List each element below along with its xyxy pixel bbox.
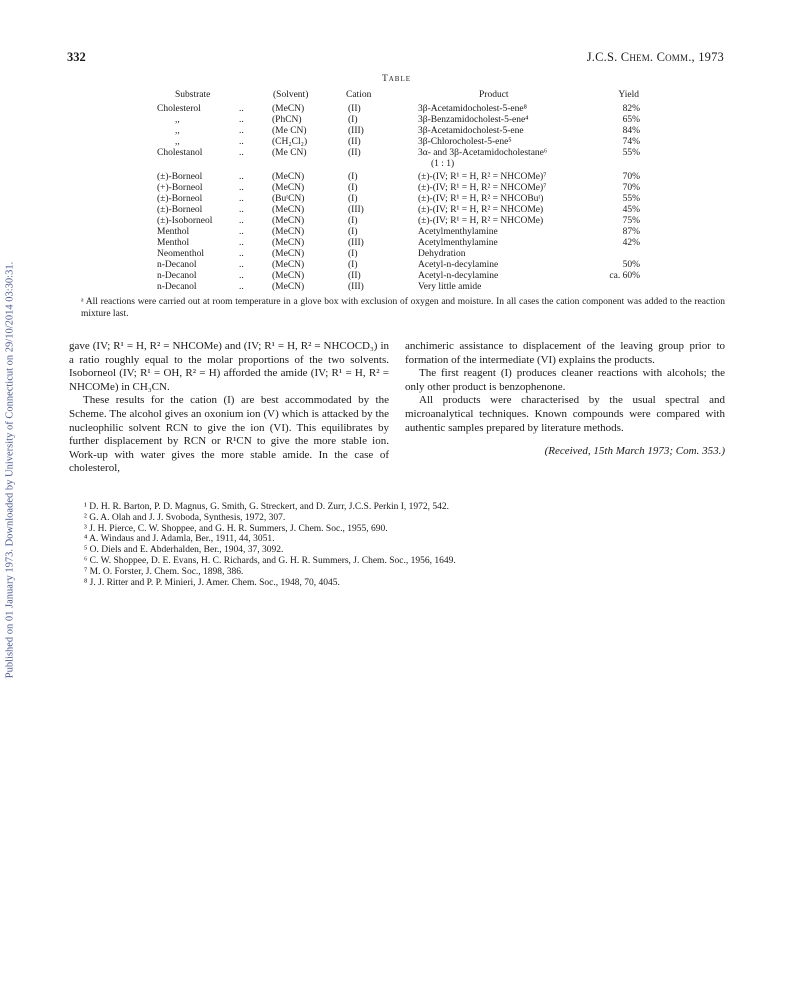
column-header-solvent: (Solvent) <box>273 90 309 100</box>
cation-cell: (III) <box>348 126 364 136</box>
table-row <box>0 194 793 205</box>
substrate-cell: Cholesterol <box>157 104 201 114</box>
solvent-cell: (MeCN) <box>272 282 305 292</box>
yield-cell: 50% <box>622 260 640 270</box>
substrate-cell: (+)-Borneol <box>157 183 203 193</box>
leader-dots: .. <box>239 260 244 270</box>
reference-item: ⁸ J. J. Ritter and P. P. Minieri, J. Amer. Chem. Soc., 1948, 70, 4045. <box>84 577 340 588</box>
cation-cell: (I) <box>348 227 358 237</box>
reference-item: ⁷ M. O. Forster, J. Chem. Soc., 1898, 386. <box>84 566 244 577</box>
column-header-substrate: Substrate <box>175 90 211 100</box>
substrate-cell: n-Decanol <box>157 260 197 270</box>
body-paragraph: These results for the cation (I) are best accommodated by the Scheme. The alcohol gives an oxonium ion (V) which is attacked by the nucleophilic solvent RCN to give the ion (VI). This equilibrates by further displacement by RCN or R¹CN to give the more stable ion. Work-up with water gives the more stable amide. In the case of cholesterol, <box>69 394 389 475</box>
reference-item: ⁵ O. Diels and E. Abderhalden, Ber., 1904, 37, 3092. <box>84 545 284 556</box>
solvent-cell: (MeCN) <box>272 205 305 215</box>
yield-cell: 82% <box>622 104 640 114</box>
received-date: (Received, 15th March 1973; Com. 353.) <box>544 445 725 458</box>
running-head: J.C.S. Chem. Comm., 1973 <box>586 50 724 64</box>
table-row <box>0 148 793 159</box>
table-row <box>0 115 793 126</box>
leader-dots: .. <box>239 282 244 292</box>
leader-dots: .. <box>239 271 244 281</box>
substrate-cell: Neomenthol <box>157 249 204 259</box>
solvent-cell: (MeCN) <box>272 260 305 270</box>
substrate-cell: (±)-Isoborneol <box>157 216 213 226</box>
solvent-cell: (CH₂Cl₂) <box>272 137 308 147</box>
yield-cell: 75% <box>622 216 640 226</box>
yield-cell: 55% <box>622 194 640 204</box>
table-row <box>0 238 793 249</box>
table-row <box>0 126 793 137</box>
yield-cell: 55% <box>622 148 640 158</box>
leader-dots: .. <box>239 205 244 215</box>
product-cell: (±)-(IV; R¹ = H, R² = NHCOMe)⁷ <box>418 183 547 193</box>
table-row <box>0 227 793 238</box>
table-row <box>0 104 793 115</box>
solvent-cell: (PhCN) <box>272 115 302 125</box>
publication-notice-text: Published on 01 January 1973. Downloaded by University of Connecticut on 29/10/2014 03:30:31. <box>4 261 16 679</box>
body-paragraph: The first reagent (I) produces cleaner reactions with alcohols; the only other product is benzophenone. <box>405 367 725 393</box>
leader-dots: .. <box>239 183 244 193</box>
product-cell: (±)-(IV; R¹ = H, R² = NHCOMe) <box>418 205 544 215</box>
table-row <box>0 249 793 260</box>
solvent-cell: (MeCN) <box>272 249 305 259</box>
cation-cell: (I) <box>348 216 358 226</box>
substrate-cell: Cholestanol <box>157 148 203 158</box>
yield-cell: 84% <box>622 126 640 136</box>
table-row <box>0 216 793 227</box>
page-number: 332 <box>67 50 86 64</box>
cation-cell: (III) <box>348 282 364 292</box>
table-row <box>0 172 793 183</box>
yield-cell: 45% <box>622 205 640 215</box>
yield-cell: 70% <box>622 172 640 182</box>
product-cell: Acetyl-n-decylamine <box>418 271 499 281</box>
yield-cell: 87% <box>622 227 640 237</box>
product-cell: 3β-Chlorocholest-5-ene⁵ <box>418 137 512 147</box>
table-row <box>0 260 793 271</box>
table-header-row <box>0 90 793 101</box>
table-row <box>0 271 793 282</box>
yield-cell: ca. 60% <box>609 271 640 281</box>
solvent-cell: (BuᵗCN) <box>272 194 305 204</box>
cation-cell: (III) <box>348 205 364 215</box>
substrate-cell: ,, <box>175 115 180 125</box>
leader-dots: .. <box>239 104 244 114</box>
body-column-left <box>69 340 389 476</box>
table-row <box>0 282 793 293</box>
leader-dots: .. <box>239 126 244 136</box>
substrate-cell: (±)-Borneol <box>157 205 203 215</box>
product-cell: Dehydration <box>418 249 466 259</box>
solvent-cell: (Me CN) <box>272 126 307 136</box>
table-footnote: ᵃ All reactions were carried out at room temperature in a glove box with exclusion of oxygen and moisture. In all cases the cation component was added to the reaction mixture last. <box>81 297 725 319</box>
reference-item: ¹ D. H. R. Barton, P. D. Magnus, G. Smith, G. Streckert, and D. Zurr, J.C.S. Perkin I, 1972, 542. <box>84 502 450 512</box>
leader-dots: .. <box>239 238 244 248</box>
cation-cell: (II) <box>348 137 361 147</box>
references-list <box>84 502 456 588</box>
substrate-cell: ,, <box>175 137 180 147</box>
body-paragraph: gave (IV; R¹ = H, R² = NHCOMe) and (IV; R¹ = H, R² = NHCOCD₃) in a ratio roughly equal to the molar proportions of the two solvents. Isoborneol (IV; R¹ = OH, R² = H) afforded the amide (IV; R¹ = H, R² = NHCOMe) in CH₃CN. <box>69 340 389 393</box>
column-header-cation: Cation <box>346 90 372 100</box>
solvent-cell: (MeCN) <box>272 216 305 226</box>
product-cell: 3β-Acetamidocholest-5-ene⁸ <box>418 104 527 114</box>
leader-dots: .. <box>239 115 244 125</box>
solvent-cell: (MeCN) <box>272 183 305 193</box>
product-cell: (±)-(IV; R¹ = H, R² = NHCOBuᵗ) <box>418 194 544 204</box>
solvent-cell: (MeCN) <box>272 172 305 182</box>
leader-dots: .. <box>239 194 244 204</box>
leader-dots: .. <box>239 172 244 182</box>
cation-cell: (I) <box>348 183 358 193</box>
cation-cell: (II) <box>348 271 361 281</box>
solvent-cell: (MeCN) <box>272 104 305 114</box>
product-cell: 3α- and 3β-Acetamidocholestane⁶ <box>418 148 548 158</box>
solvent-cell: (Me CN) <box>272 148 307 158</box>
body-paragraph: All products were characterised by the usual spectral and microanalytical techniques. Known compounds were compared with authentic samples prepared by literature methods. <box>405 394 725 434</box>
substrate-cell: n-Decanol <box>157 271 197 281</box>
product-cell: Very little amide <box>418 282 482 292</box>
table-row <box>0 159 793 170</box>
cation-cell: (III) <box>348 238 364 248</box>
reference-item: ⁶ C. W. Shoppee, D. E. Evans, H. C. Richards, and G. H. R. Summers, J. Chem. Soc., 1956, 1649. <box>84 555 456 566</box>
product-cell: Acetyl-n-decylamine <box>418 260 499 270</box>
product-cell: Acetylmenthylamine <box>418 227 498 237</box>
cation-cell: (I) <box>348 115 358 125</box>
table-title: Table <box>381 74 412 84</box>
cation-cell: (I) <box>348 249 358 259</box>
table-row <box>0 137 793 148</box>
body-paragraph: anchimeric assistance to displacement of the leaving group prior to formation of the intermediate (VI) explains the products. <box>405 340 725 366</box>
product-cell: 3β-Acetamidocholest-5-ene <box>418 126 524 136</box>
substrate-cell: ,, <box>175 126 180 136</box>
product-cell: Acetylmenthylamine <box>418 238 498 248</box>
reference-item: ³ J. H. Pierce, C. W. Shoppee, and G. H. R. Summers, J. Chem. Soc., 1955, 690. <box>84 523 388 534</box>
column-header-product: Product <box>479 90 509 100</box>
solvent-cell: (MeCN) <box>272 227 305 237</box>
cation-cell: (I) <box>348 194 358 204</box>
substrate-cell: n-Decanol <box>157 282 197 292</box>
cation-cell: (II) <box>348 148 361 158</box>
solvent-cell: (MeCN) <box>272 271 305 281</box>
body-column-right <box>405 340 725 459</box>
yield-cell: 74% <box>622 137 640 147</box>
leader-dots: .. <box>239 227 244 237</box>
yield-cell: 70% <box>622 183 640 193</box>
leader-dots: .. <box>239 216 244 226</box>
column-header-yield: Yield <box>618 90 639 100</box>
leader-dots: .. <box>239 137 244 147</box>
reference-item: ² G. A. Olah and J. J. Svoboda, Synthesis, 1972, 307. <box>84 512 286 523</box>
substrate-cell: (±)-Borneol <box>157 172 203 182</box>
table-row <box>0 205 793 216</box>
cation-cell: (I) <box>348 172 358 182</box>
leader-dots: .. <box>239 249 244 259</box>
substrate-cell: Menthol <box>157 238 190 248</box>
cation-cell: (II) <box>348 104 361 114</box>
solvent-cell: (MeCN) <box>272 238 305 248</box>
cation-cell: (I) <box>348 260 358 270</box>
substrate-cell: Menthol <box>157 227 190 237</box>
table-row <box>0 183 793 194</box>
yield-cell: 42% <box>622 238 640 248</box>
product-cell: 3β-Benzamidocholest-5-ene⁴ <box>418 115 529 125</box>
product-cell: (±)-(IV; R¹ = H, R² = NHCOMe)⁷ <box>418 172 547 182</box>
substrate-cell: (±)-Borneol <box>157 194 203 204</box>
leader-dots: .. <box>239 148 244 158</box>
product-cell: (1 : 1) <box>431 159 455 169</box>
yield-cell: 65% <box>622 115 640 125</box>
product-cell: (±)-(IV; R¹ = H, R² = NHCOMe) <box>418 216 544 226</box>
reference-item: ⁴ A. Windaus and J. Adamla, Ber., 1911, 44, 3051. <box>84 534 275 545</box>
